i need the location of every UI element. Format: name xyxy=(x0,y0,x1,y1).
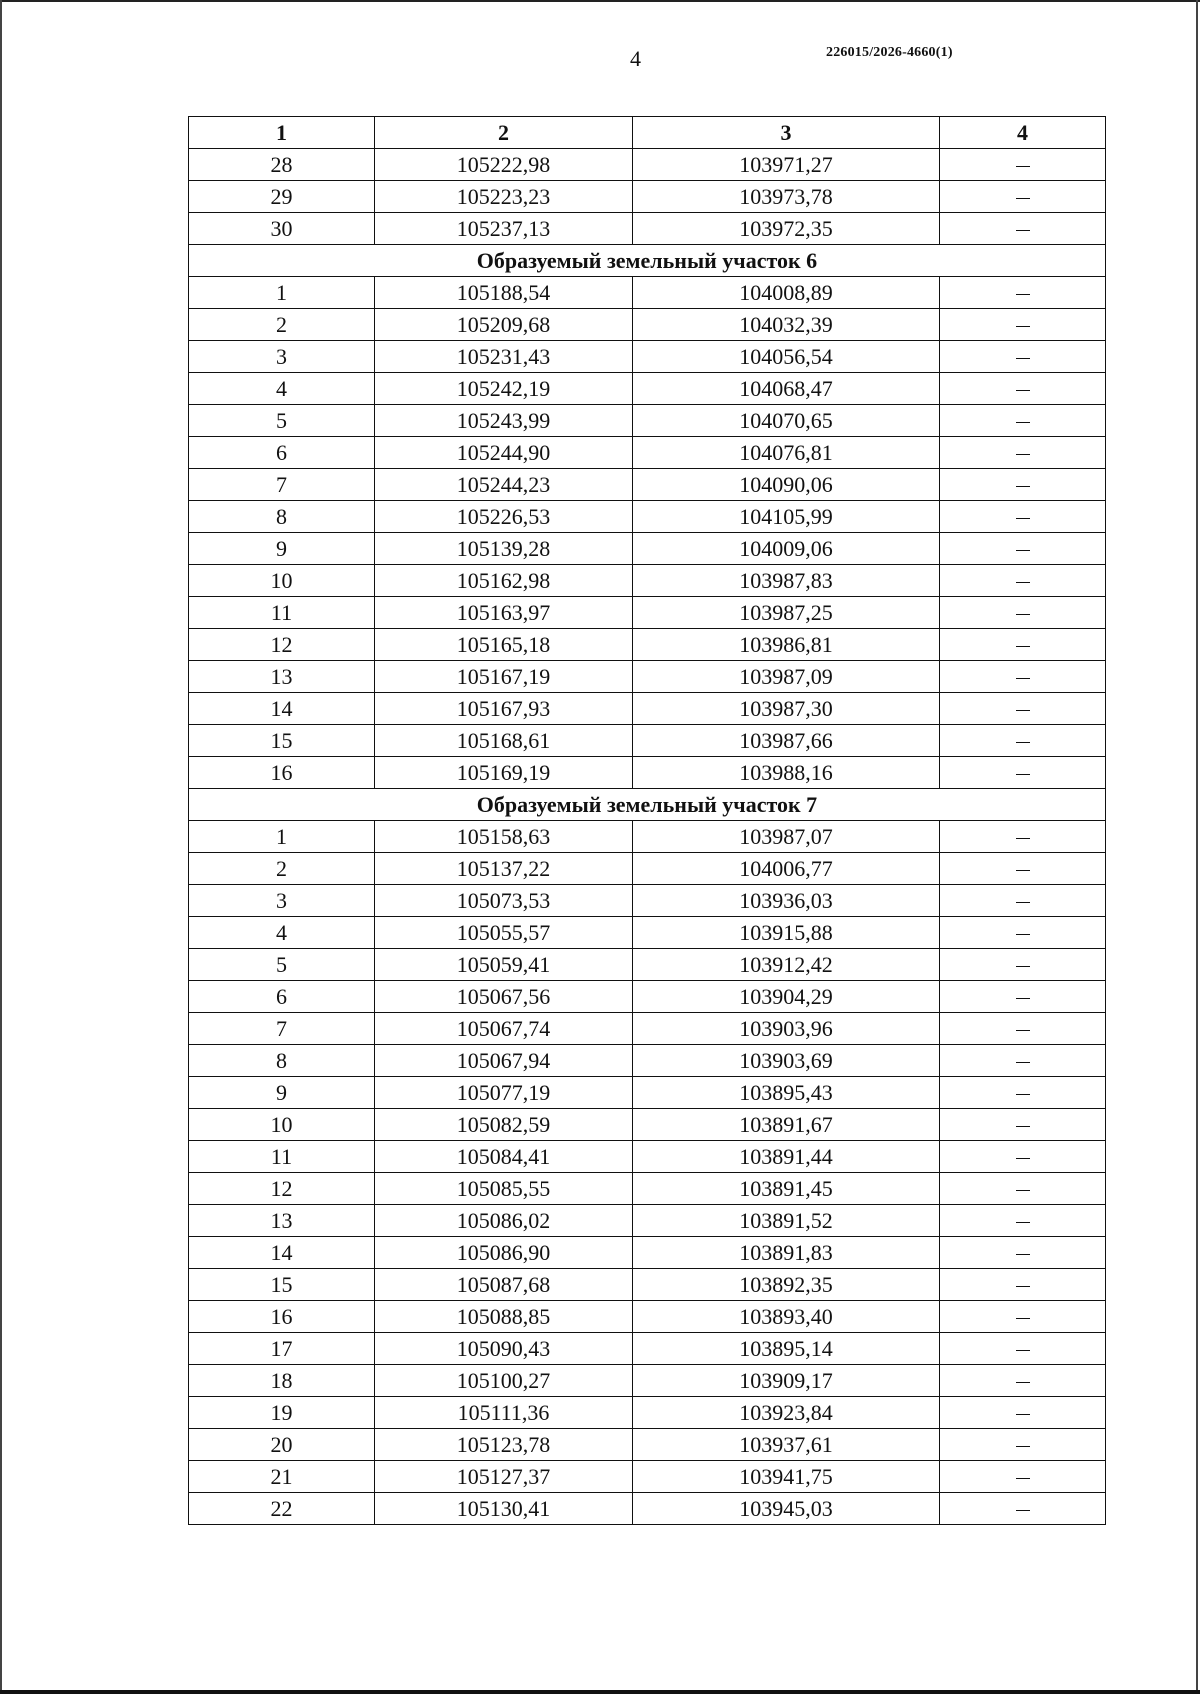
table-row xyxy=(189,725,1106,757)
x-coordinate-cell: 105169,19 xyxy=(375,757,633,789)
dash-mark xyxy=(1016,1254,1030,1256)
column-4-cell xyxy=(940,1493,1106,1525)
table-row xyxy=(189,1269,1106,1301)
column-4-cell xyxy=(940,661,1106,693)
point-number-cell: 5 xyxy=(189,949,375,981)
column-4-cell xyxy=(940,1269,1106,1301)
dash-mark xyxy=(1016,838,1030,840)
column-4-cell xyxy=(940,821,1106,853)
x-coordinate-cell: 105162,98 xyxy=(375,565,633,597)
table-row xyxy=(189,885,1106,917)
column-4-cell xyxy=(940,437,1106,469)
y-coordinate-cell: 103891,44 xyxy=(633,1141,940,1173)
y-coordinate-cell: 103895,14 xyxy=(633,1333,940,1365)
point-number-cell: 22 xyxy=(189,1493,375,1525)
dash-mark xyxy=(1016,582,1030,584)
dash-mark xyxy=(1016,1158,1030,1160)
table-row xyxy=(189,949,1106,981)
y-coordinate-cell: 104056,54 xyxy=(633,341,940,373)
x-coordinate-cell: 105167,19 xyxy=(375,661,633,693)
column-4-cell xyxy=(940,309,1106,341)
column-4-cell xyxy=(940,917,1106,949)
table-row xyxy=(189,213,1106,245)
y-coordinate-cell: 103891,67 xyxy=(633,1109,940,1141)
dash-mark xyxy=(1016,1350,1030,1352)
dash-mark xyxy=(1016,1190,1030,1192)
dash-mark xyxy=(1016,902,1030,904)
y-coordinate-cell: 104070,65 xyxy=(633,405,940,437)
point-number-cell: 15 xyxy=(189,725,375,757)
point-number-cell: 16 xyxy=(189,757,375,789)
section-row xyxy=(189,245,1106,277)
table-row xyxy=(189,565,1106,597)
column-4-cell xyxy=(940,1301,1106,1333)
column-4-cell xyxy=(940,469,1106,501)
column-4-cell xyxy=(940,277,1106,309)
table-row xyxy=(189,405,1106,437)
column-4-cell xyxy=(940,565,1106,597)
dash-mark xyxy=(1016,1382,1030,1384)
point-number-cell: 14 xyxy=(189,1237,375,1269)
table-row xyxy=(189,757,1106,789)
table-header-row xyxy=(189,117,1106,149)
y-coordinate-cell: 103891,52 xyxy=(633,1205,940,1237)
point-number-cell: 3 xyxy=(189,885,375,917)
section-title: Образуемый земельный участок 7 xyxy=(189,789,1106,821)
table-row xyxy=(189,1173,1106,1205)
x-coordinate-cell: 105090,43 xyxy=(375,1333,633,1365)
x-coordinate-cell: 105059,41 xyxy=(375,949,633,981)
x-coordinate-cell: 105077,19 xyxy=(375,1077,633,1109)
y-coordinate-cell: 104105,99 xyxy=(633,501,940,533)
y-coordinate-cell: 103915,88 xyxy=(633,917,940,949)
point-number-cell: 14 xyxy=(189,693,375,725)
x-coordinate-cell: 105123,78 xyxy=(375,1429,633,1461)
y-coordinate-cell: 103912,42 xyxy=(633,949,940,981)
column-4-cell xyxy=(940,1237,1106,1269)
table-row xyxy=(189,1429,1106,1461)
column-4-cell xyxy=(940,149,1106,181)
point-number-cell: 7 xyxy=(189,469,375,501)
x-coordinate-cell: 105163,97 xyxy=(375,597,633,629)
dash-mark xyxy=(1016,678,1030,680)
column-4-cell xyxy=(940,1109,1106,1141)
table-row xyxy=(189,1205,1106,1237)
table-row xyxy=(189,1365,1106,1397)
dash-mark xyxy=(1016,1222,1030,1224)
dash-mark xyxy=(1016,774,1030,776)
table-row xyxy=(189,597,1106,629)
x-coordinate-cell: 105243,99 xyxy=(375,405,633,437)
dash-mark xyxy=(1016,1126,1030,1128)
point-number-cell: 10 xyxy=(189,565,375,597)
x-coordinate-cell: 105067,74 xyxy=(375,1013,633,1045)
dash-mark xyxy=(1016,1286,1030,1288)
column-4-cell xyxy=(940,501,1106,533)
point-number-cell: 3 xyxy=(189,341,375,373)
point-number-cell: 15 xyxy=(189,1269,375,1301)
table-row xyxy=(189,501,1106,533)
column-header: 4 xyxy=(940,117,1106,149)
column-4-cell xyxy=(940,1429,1106,1461)
dash-mark xyxy=(1016,742,1030,744)
point-number-cell: 12 xyxy=(189,629,375,661)
table-row xyxy=(189,661,1106,693)
table-row xyxy=(189,1397,1106,1429)
dash-mark xyxy=(1016,358,1030,360)
page-number: 4 xyxy=(630,46,641,71)
table-row xyxy=(189,1493,1106,1525)
point-number-cell: 21 xyxy=(189,1461,375,1493)
table-row xyxy=(189,1461,1106,1493)
y-coordinate-cell: 104090,06 xyxy=(633,469,940,501)
x-coordinate-cell: 105231,43 xyxy=(375,341,633,373)
table-row xyxy=(189,917,1106,949)
column-4-cell xyxy=(940,1173,1106,1205)
dash-mark xyxy=(1016,198,1030,200)
y-coordinate-cell: 104032,39 xyxy=(633,309,940,341)
table-row xyxy=(189,1141,1106,1173)
scan-edge-left xyxy=(0,0,2,1694)
x-coordinate-cell: 105167,93 xyxy=(375,693,633,725)
table-row xyxy=(189,821,1106,853)
dash-mark xyxy=(1016,550,1030,552)
y-coordinate-cell: 103936,03 xyxy=(633,885,940,917)
document-id: 226015/2026-4660(1) xyxy=(826,45,953,60)
point-number-cell: 9 xyxy=(189,1077,375,1109)
table-row xyxy=(189,373,1106,405)
point-number-cell: 13 xyxy=(189,1205,375,1237)
section-row xyxy=(189,789,1106,821)
dash-mark xyxy=(1016,1510,1030,1512)
x-coordinate-cell: 105165,18 xyxy=(375,629,633,661)
point-number-cell: 18 xyxy=(189,1365,375,1397)
y-coordinate-cell: 103973,78 xyxy=(633,181,940,213)
y-coordinate-cell: 103892,35 xyxy=(633,1269,940,1301)
table-row xyxy=(189,309,1106,341)
dash-mark xyxy=(1016,230,1030,232)
table-row xyxy=(189,437,1106,469)
column-4-cell xyxy=(940,693,1106,725)
x-coordinate-cell: 105086,90 xyxy=(375,1237,633,1269)
y-coordinate-cell: 103945,03 xyxy=(633,1493,940,1525)
y-coordinate-cell: 103903,69 xyxy=(633,1045,940,1077)
dash-mark xyxy=(1016,934,1030,936)
y-coordinate-cell: 103895,43 xyxy=(633,1077,940,1109)
x-coordinate-cell: 105242,19 xyxy=(375,373,633,405)
x-coordinate-cell: 105082,59 xyxy=(375,1109,633,1141)
scan-edge-right xyxy=(1196,0,1198,1694)
column-header: 2 xyxy=(375,117,633,149)
x-coordinate-cell: 105130,41 xyxy=(375,1493,633,1525)
dash-mark xyxy=(1016,518,1030,520)
point-number-cell: 13 xyxy=(189,661,375,693)
table-row xyxy=(189,629,1106,661)
dash-mark xyxy=(1016,998,1030,1000)
table-row xyxy=(189,533,1106,565)
dash-mark xyxy=(1016,1030,1030,1032)
table-row xyxy=(189,853,1106,885)
table-row xyxy=(189,469,1106,501)
y-coordinate-cell: 103923,84 xyxy=(633,1397,940,1429)
point-number-cell: 9 xyxy=(189,533,375,565)
column-header: 3 xyxy=(633,117,940,149)
x-coordinate-cell: 105067,56 xyxy=(375,981,633,1013)
dash-mark xyxy=(1016,1446,1030,1448)
dash-mark xyxy=(1016,1094,1030,1096)
dash-mark xyxy=(1016,486,1030,488)
dash-mark xyxy=(1016,1414,1030,1416)
column-4-cell xyxy=(940,405,1106,437)
column-4-cell xyxy=(940,981,1106,1013)
y-coordinate-cell: 103987,09 xyxy=(633,661,940,693)
column-4-cell xyxy=(940,213,1106,245)
column-4-cell xyxy=(940,1365,1106,1397)
x-coordinate-cell: 105244,90 xyxy=(375,437,633,469)
point-number-cell: 8 xyxy=(189,1045,375,1077)
x-coordinate-cell: 105168,61 xyxy=(375,725,633,757)
x-coordinate-cell: 105237,13 xyxy=(375,213,633,245)
table-row xyxy=(189,693,1106,725)
dash-mark xyxy=(1016,294,1030,296)
point-number-cell: 1 xyxy=(189,821,375,853)
y-coordinate-cell: 103987,07 xyxy=(633,821,940,853)
x-coordinate-cell: 105073,53 xyxy=(375,885,633,917)
dash-mark xyxy=(1016,390,1030,392)
column-4-cell xyxy=(940,1397,1106,1429)
coordinates-table xyxy=(188,116,1106,1525)
column-4-cell xyxy=(940,629,1106,661)
column-4-cell xyxy=(940,885,1106,917)
dash-mark xyxy=(1016,870,1030,872)
point-number-cell: 2 xyxy=(189,853,375,885)
column-4-cell xyxy=(940,1077,1106,1109)
point-number-cell: 16 xyxy=(189,1301,375,1333)
point-number-cell: 6 xyxy=(189,437,375,469)
dash-mark xyxy=(1016,646,1030,648)
point-number-cell: 10 xyxy=(189,1109,375,1141)
point-number-cell: 8 xyxy=(189,501,375,533)
table-row xyxy=(189,981,1106,1013)
point-number-cell: 11 xyxy=(189,597,375,629)
point-number-cell: 4 xyxy=(189,917,375,949)
point-number-cell: 11 xyxy=(189,1141,375,1173)
table-row xyxy=(189,1301,1106,1333)
y-coordinate-cell: 103972,35 xyxy=(633,213,940,245)
y-coordinate-cell: 103941,75 xyxy=(633,1461,940,1493)
scan-edge-bottom xyxy=(0,1690,1200,1694)
table-row xyxy=(189,277,1106,309)
x-coordinate-cell: 105226,53 xyxy=(375,501,633,533)
table-row xyxy=(189,1237,1106,1269)
column-4-cell xyxy=(940,757,1106,789)
y-coordinate-cell: 103986,81 xyxy=(633,629,940,661)
y-coordinate-cell: 103988,16 xyxy=(633,757,940,789)
point-number-cell: 7 xyxy=(189,1013,375,1045)
point-number-cell: 12 xyxy=(189,1173,375,1205)
x-coordinate-cell: 105188,54 xyxy=(375,277,633,309)
x-coordinate-cell: 105244,23 xyxy=(375,469,633,501)
dash-mark xyxy=(1016,422,1030,424)
column-4-cell xyxy=(940,181,1106,213)
x-coordinate-cell: 105084,41 xyxy=(375,1141,633,1173)
x-coordinate-cell: 105055,57 xyxy=(375,917,633,949)
point-number-cell: 2 xyxy=(189,309,375,341)
table-row xyxy=(189,149,1106,181)
table-row xyxy=(189,1077,1106,1109)
y-coordinate-cell: 103903,96 xyxy=(633,1013,940,1045)
point-number-cell: 29 xyxy=(189,181,375,213)
column-4-cell xyxy=(940,1141,1106,1173)
table-row xyxy=(189,181,1106,213)
y-coordinate-cell: 103987,66 xyxy=(633,725,940,757)
point-number-cell: 17 xyxy=(189,1333,375,1365)
y-coordinate-cell: 104006,77 xyxy=(633,853,940,885)
point-number-cell: 30 xyxy=(189,213,375,245)
y-coordinate-cell: 104076,81 xyxy=(633,437,940,469)
y-coordinate-cell: 103891,45 xyxy=(633,1173,940,1205)
dash-mark xyxy=(1016,1478,1030,1480)
scan-edge-top xyxy=(0,0,1200,2)
column-4-cell xyxy=(940,725,1106,757)
x-coordinate-cell: 105139,28 xyxy=(375,533,633,565)
point-number-cell: 1 xyxy=(189,277,375,309)
column-4-cell xyxy=(940,1013,1106,1045)
table-body xyxy=(189,149,1106,1525)
column-4-cell xyxy=(940,597,1106,629)
column-header: 1 xyxy=(189,117,375,149)
dash-mark xyxy=(1016,326,1030,328)
x-coordinate-cell: 105158,63 xyxy=(375,821,633,853)
x-coordinate-cell: 105137,22 xyxy=(375,853,633,885)
dash-mark xyxy=(1016,966,1030,968)
y-coordinate-cell: 103891,83 xyxy=(633,1237,940,1269)
dash-mark xyxy=(1016,614,1030,616)
y-coordinate-cell: 103971,27 xyxy=(633,149,940,181)
point-number-cell: 4 xyxy=(189,373,375,405)
x-coordinate-cell: 105100,27 xyxy=(375,1365,633,1397)
x-coordinate-cell: 105222,98 xyxy=(375,149,633,181)
table-row xyxy=(189,341,1106,373)
dash-mark xyxy=(1016,1318,1030,1320)
y-coordinate-cell: 103909,17 xyxy=(633,1365,940,1397)
dash-mark xyxy=(1016,454,1030,456)
y-coordinate-cell: 104068,47 xyxy=(633,373,940,405)
x-coordinate-cell: 105088,85 xyxy=(375,1301,633,1333)
y-coordinate-cell: 103893,40 xyxy=(633,1301,940,1333)
x-coordinate-cell: 105085,55 xyxy=(375,1173,633,1205)
x-coordinate-cell: 105087,68 xyxy=(375,1269,633,1301)
column-4-cell xyxy=(940,373,1106,405)
x-coordinate-cell: 105209,68 xyxy=(375,309,633,341)
point-number-cell: 6 xyxy=(189,981,375,1013)
point-number-cell: 28 xyxy=(189,149,375,181)
dash-mark xyxy=(1016,710,1030,712)
point-number-cell: 19 xyxy=(189,1397,375,1429)
column-4-cell xyxy=(940,341,1106,373)
column-4-cell xyxy=(940,853,1106,885)
y-coordinate-cell: 103987,25 xyxy=(633,597,940,629)
x-coordinate-cell: 105127,37 xyxy=(375,1461,633,1493)
y-coordinate-cell: 103937,61 xyxy=(633,1429,940,1461)
table-row xyxy=(189,1109,1106,1141)
table-row xyxy=(189,1045,1106,1077)
column-4-cell xyxy=(940,533,1106,565)
dash-mark xyxy=(1016,1062,1030,1064)
point-number-cell: 5 xyxy=(189,405,375,437)
y-coordinate-cell: 103987,30 xyxy=(633,693,940,725)
x-coordinate-cell: 105111,36 xyxy=(375,1397,633,1429)
dash-mark xyxy=(1016,166,1030,168)
y-coordinate-cell: 103987,83 xyxy=(633,565,940,597)
x-coordinate-cell: 105086,02 xyxy=(375,1205,633,1237)
column-4-cell xyxy=(940,1205,1106,1237)
y-coordinate-cell: 104009,06 xyxy=(633,533,940,565)
column-4-cell xyxy=(940,1461,1106,1493)
column-4-cell xyxy=(940,1045,1106,1077)
x-coordinate-cell: 105067,94 xyxy=(375,1045,633,1077)
column-4-cell xyxy=(940,949,1106,981)
y-coordinate-cell: 104008,89 xyxy=(633,277,940,309)
table-row xyxy=(189,1333,1106,1365)
y-coordinate-cell: 103904,29 xyxy=(633,981,940,1013)
column-4-cell xyxy=(940,1333,1106,1365)
point-number-cell: 20 xyxy=(189,1429,375,1461)
x-coordinate-cell: 105223,23 xyxy=(375,181,633,213)
section-title: Образуемый земельный участок 6 xyxy=(189,245,1106,277)
table-row xyxy=(189,1013,1106,1045)
